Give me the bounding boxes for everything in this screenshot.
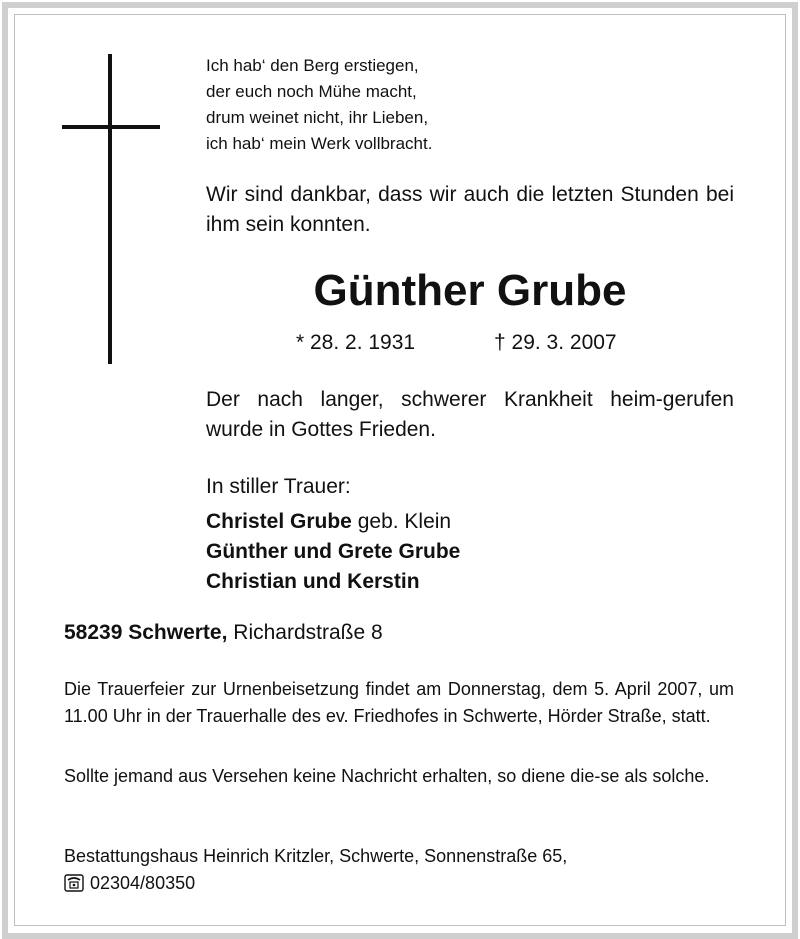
family-member: Christian und Kerstin (206, 570, 420, 593)
address-street: Richardstraße 8 (227, 621, 383, 644)
deceased-name: Günther Grube (313, 266, 627, 315)
family-name-bold: Christel Grube (206, 510, 352, 533)
poem-line: drum weinet nicht, ihr Lieben, (206, 108, 429, 127)
phone-number: 02304/80350 (90, 873, 196, 893)
mourning-label: In stiller Trauer: (206, 475, 351, 498)
birth-date: * 28. 2. 1931 (296, 331, 416, 354)
undertaker-text: Bestattungshaus Heinrich Kritzler, Schwerte, Sonnenstraße 65, (64, 846, 568, 866)
thanks-text: Wir sind dankbar, dass wir auch die letzten Stunden bei ihm sein konnten. (206, 183, 734, 236)
telephone-icon (64, 874, 84, 892)
family-address (64, 618, 383, 648)
family-name-rest: geb. Klein (351, 510, 452, 533)
address-city: 58239 Schwerte, (64, 621, 228, 644)
passing-text: Der nach langer, schwerer Krankheit heim-gerufen wurde in Gottes Frieden. (206, 388, 734, 441)
cross-icon-bar (62, 125, 160, 129)
cross-icon (108, 54, 112, 364)
poem-line: ich hab‘ mein Werk vollbracht. (206, 134, 433, 153)
family-list (206, 507, 734, 597)
poem (206, 53, 432, 157)
phone-line (64, 870, 734, 897)
funeral-text: Die Trauerfeier zur Urnenbeisetzung findet am Donnerstag, dem 5. April 2007, um 11.00 Uhr in der Trauerhalle des ev. Friedhofes in Schwerte, Hörder Straße, statt. (64, 679, 734, 726)
death-date: † 29. 3. 2007 (494, 331, 617, 354)
poem-line: Ich hab‘ den Berg erstiegen, (206, 56, 419, 75)
poem-line: der euch noch Mühe macht, (206, 82, 417, 101)
notice-text: Sollte jemand aus Versehen keine Nachricht erhalten, so diene die-se als solche. (64, 766, 710, 786)
family-member: Günther und Grete Grube (206, 540, 461, 563)
family-member (206, 507, 734, 537)
